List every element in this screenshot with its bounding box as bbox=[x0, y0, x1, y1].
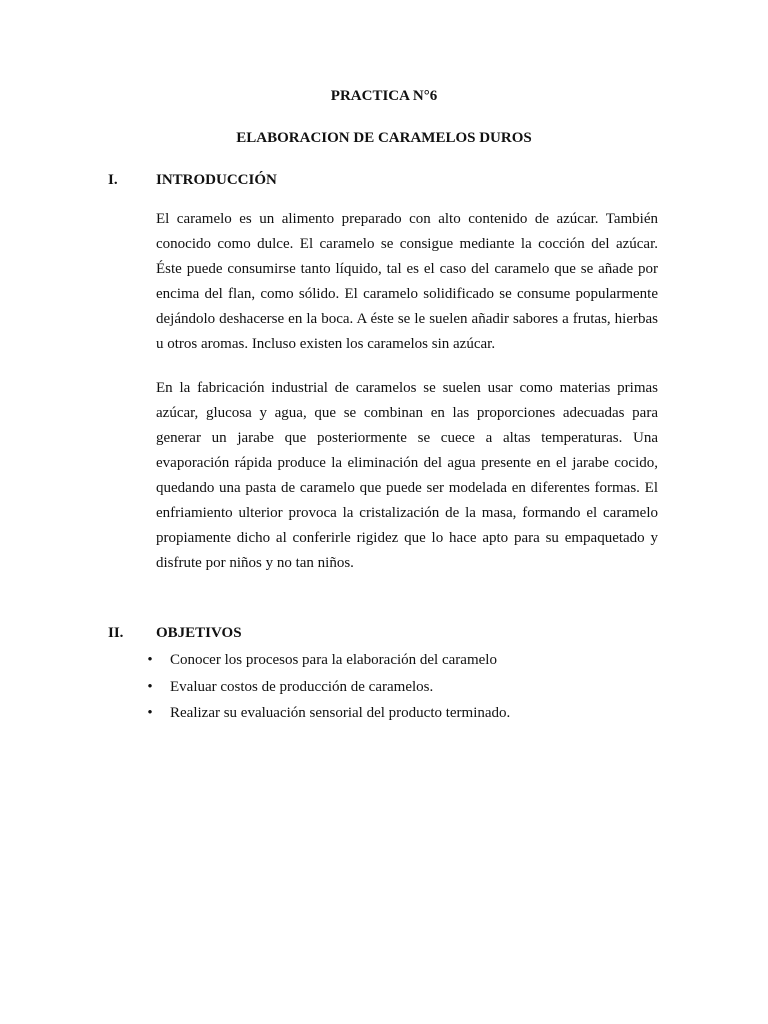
list-item-text: Conocer los procesos para la elaboración del caramelo bbox=[170, 652, 497, 668]
bullet-icon: • bbox=[147, 705, 153, 721]
section-number: I. bbox=[108, 172, 118, 188]
section-number: II. bbox=[108, 625, 124, 641]
document-subtitle: ELABORACION DE CARAMELOS DUROS bbox=[236, 130, 532, 146]
bullet-icon: • bbox=[147, 652, 153, 668]
list-item-text: Evaluar costos de producción de caramelos. bbox=[170, 678, 434, 695]
section-heading-introduccion bbox=[108, 170, 648, 190]
list-item bbox=[140, 700, 660, 727]
bullet-icon: • bbox=[147, 678, 153, 695]
paragraph-introduccion-2: En la fabricación industrial de caramelos se suelen usar como materias primas azúcar, glucosa y agua, que se combinan en las proporciones adecuadas para generar un jarabe que posteriormente se cuece a altas temperaturas. Una evaporación rápida produce la eliminación del agua presente en el jarabe cocido, quedando una pasta de caramelo que puede ser modelada en diferentes formas. El enfriamiento ulterior provoca la cristalización de la masa, formando el caramelo propiamente dicho al conferirle rigidez que lo hace apto para su empaquetado y disfrute por niños y no tan niños. bbox=[156, 380, 658, 571]
section-title: OBJETIVOS bbox=[156, 625, 242, 641]
section-title: INTRODUCCIÓN bbox=[156, 172, 277, 188]
document-title: PRACTICA N°6 bbox=[330, 88, 438, 104]
list-item-text: Realizar su evaluación sensorial del producto terminado. bbox=[170, 705, 511, 721]
section-heading-objetivos bbox=[108, 623, 648, 643]
paragraph-introduccion-1: El caramelo es un alimento preparado con alto contenido de azúcar. También conocido como dulce. El caramelo se consigue mediante la cocción del azúcar. Éste puede consumirse tanto líquido, tal es el caso del caramelo que se añade por encima del flan, como sólido. El caramelo solidificado se consume popularmente dejándolo deshacerse en la boca. A éste se le suelen añadir sabores a frutas, hierbas u otros aromas. Incluso existen los caramelos sin azúcar. bbox=[156, 211, 658, 352]
objectives-list bbox=[140, 647, 660, 727]
list-item bbox=[140, 674, 660, 701]
list-item bbox=[140, 647, 660, 674]
